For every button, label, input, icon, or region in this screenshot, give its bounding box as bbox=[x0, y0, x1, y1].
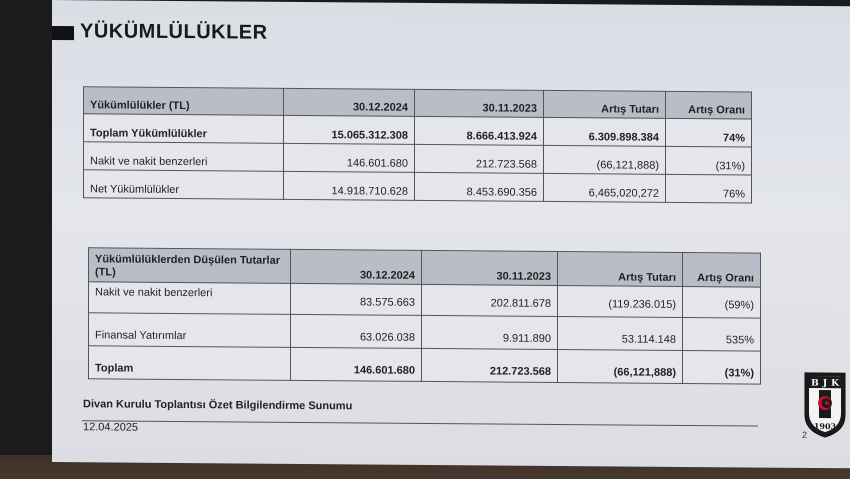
column-header: 30.12.2024 bbox=[291, 249, 422, 284]
table-cell: 6,465,020,272 bbox=[544, 173, 666, 202]
table-cell: 8.453.690.356 bbox=[415, 172, 544, 201]
column-header: Artış Tutarı bbox=[544, 90, 666, 118]
table-cell: (59%) bbox=[683, 286, 761, 318]
table-cell: 14.918.710.628 bbox=[284, 171, 415, 200]
row-label: Toplam Yükümlülükler bbox=[84, 114, 284, 144]
column-header: 30.11.2023 bbox=[415, 89, 544, 117]
deductions-table bbox=[88, 247, 761, 384]
table-cell: 146.601.680 bbox=[291, 347, 422, 381]
row-label: Net Yükümlülükler bbox=[84, 170, 284, 200]
title-marker bbox=[52, 26, 74, 40]
table-cell: 63.026.038 bbox=[291, 314, 422, 348]
logo-year: 1903 bbox=[813, 420, 837, 432]
column-header: 30.11.2023 bbox=[422, 250, 558, 285]
table-cell: 83.575.663 bbox=[291, 283, 422, 315]
table-cell: 74% bbox=[666, 118, 752, 147]
table-cell: 9.911.890 bbox=[422, 315, 558, 349]
table-cell: 212.723.568 bbox=[415, 144, 544, 173]
presentation-slide bbox=[52, 0, 850, 468]
table-cell: 76% bbox=[666, 174, 752, 203]
table-cell: 15.065.312.308 bbox=[284, 115, 415, 144]
table-cell: 535% bbox=[683, 317, 761, 351]
column-header: Artış Tutarı bbox=[558, 251, 683, 286]
table-cell: 8.666.413.924 bbox=[415, 116, 544, 145]
table-cell: (31%) bbox=[683, 350, 761, 384]
column-header: Artış Oranı bbox=[683, 252, 761, 287]
room-background-left bbox=[0, 0, 58, 479]
footer-divider bbox=[82, 420, 758, 426]
liabilities-table bbox=[83, 86, 752, 203]
row-label: Finansal Yatırımlar bbox=[89, 313, 291, 348]
slide-title: YÜKÜMLÜLÜKLER bbox=[80, 20, 268, 44]
table-cell: 146.601.680 bbox=[284, 143, 415, 172]
table-cell: 6.309.898.384 bbox=[544, 117, 666, 146]
table-cell: 212.723.568 bbox=[422, 348, 558, 382]
table-row bbox=[84, 170, 752, 203]
footer-date: 12.04.2025 bbox=[83, 421, 139, 434]
table-header-row bbox=[89, 248, 761, 287]
column-header: Yükümlülüklerden Düşülen Tutarlar (TL) bbox=[89, 248, 291, 284]
table-row bbox=[89, 346, 761, 384]
logo-letter: B bbox=[811, 378, 819, 389]
column-header: 30.12.2024 bbox=[284, 88, 415, 116]
row-label: Nakit ve nakit benzerleri bbox=[84, 142, 284, 172]
club-crest-logo bbox=[802, 371, 848, 439]
table-cell: 202.811.678 bbox=[422, 284, 558, 316]
table-cell: (66,121,888) bbox=[558, 349, 683, 383]
row-label: Nakit ve nakit benzerleri bbox=[89, 282, 291, 315]
logo-letter: J bbox=[822, 378, 828, 389]
table-cell: (31%) bbox=[666, 146, 752, 175]
footer-title: Divan Kurulu Toplantısı Özet Bilgilendirme Sunumu bbox=[83, 398, 353, 413]
table-row bbox=[89, 313, 761, 351]
page-number: 2 bbox=[802, 429, 808, 440]
row-label: Toplam bbox=[89, 346, 291, 381]
table-cell: (66,121,888) bbox=[544, 145, 666, 174]
table-cell: (119.236.015) bbox=[558, 285, 683, 317]
table-cell: 53.114.148 bbox=[558, 316, 683, 350]
column-header: Yükümlülükler (TL) bbox=[84, 87, 284, 116]
logo-letter: K bbox=[831, 378, 839, 389]
column-header: Artış Oranı bbox=[666, 91, 752, 119]
